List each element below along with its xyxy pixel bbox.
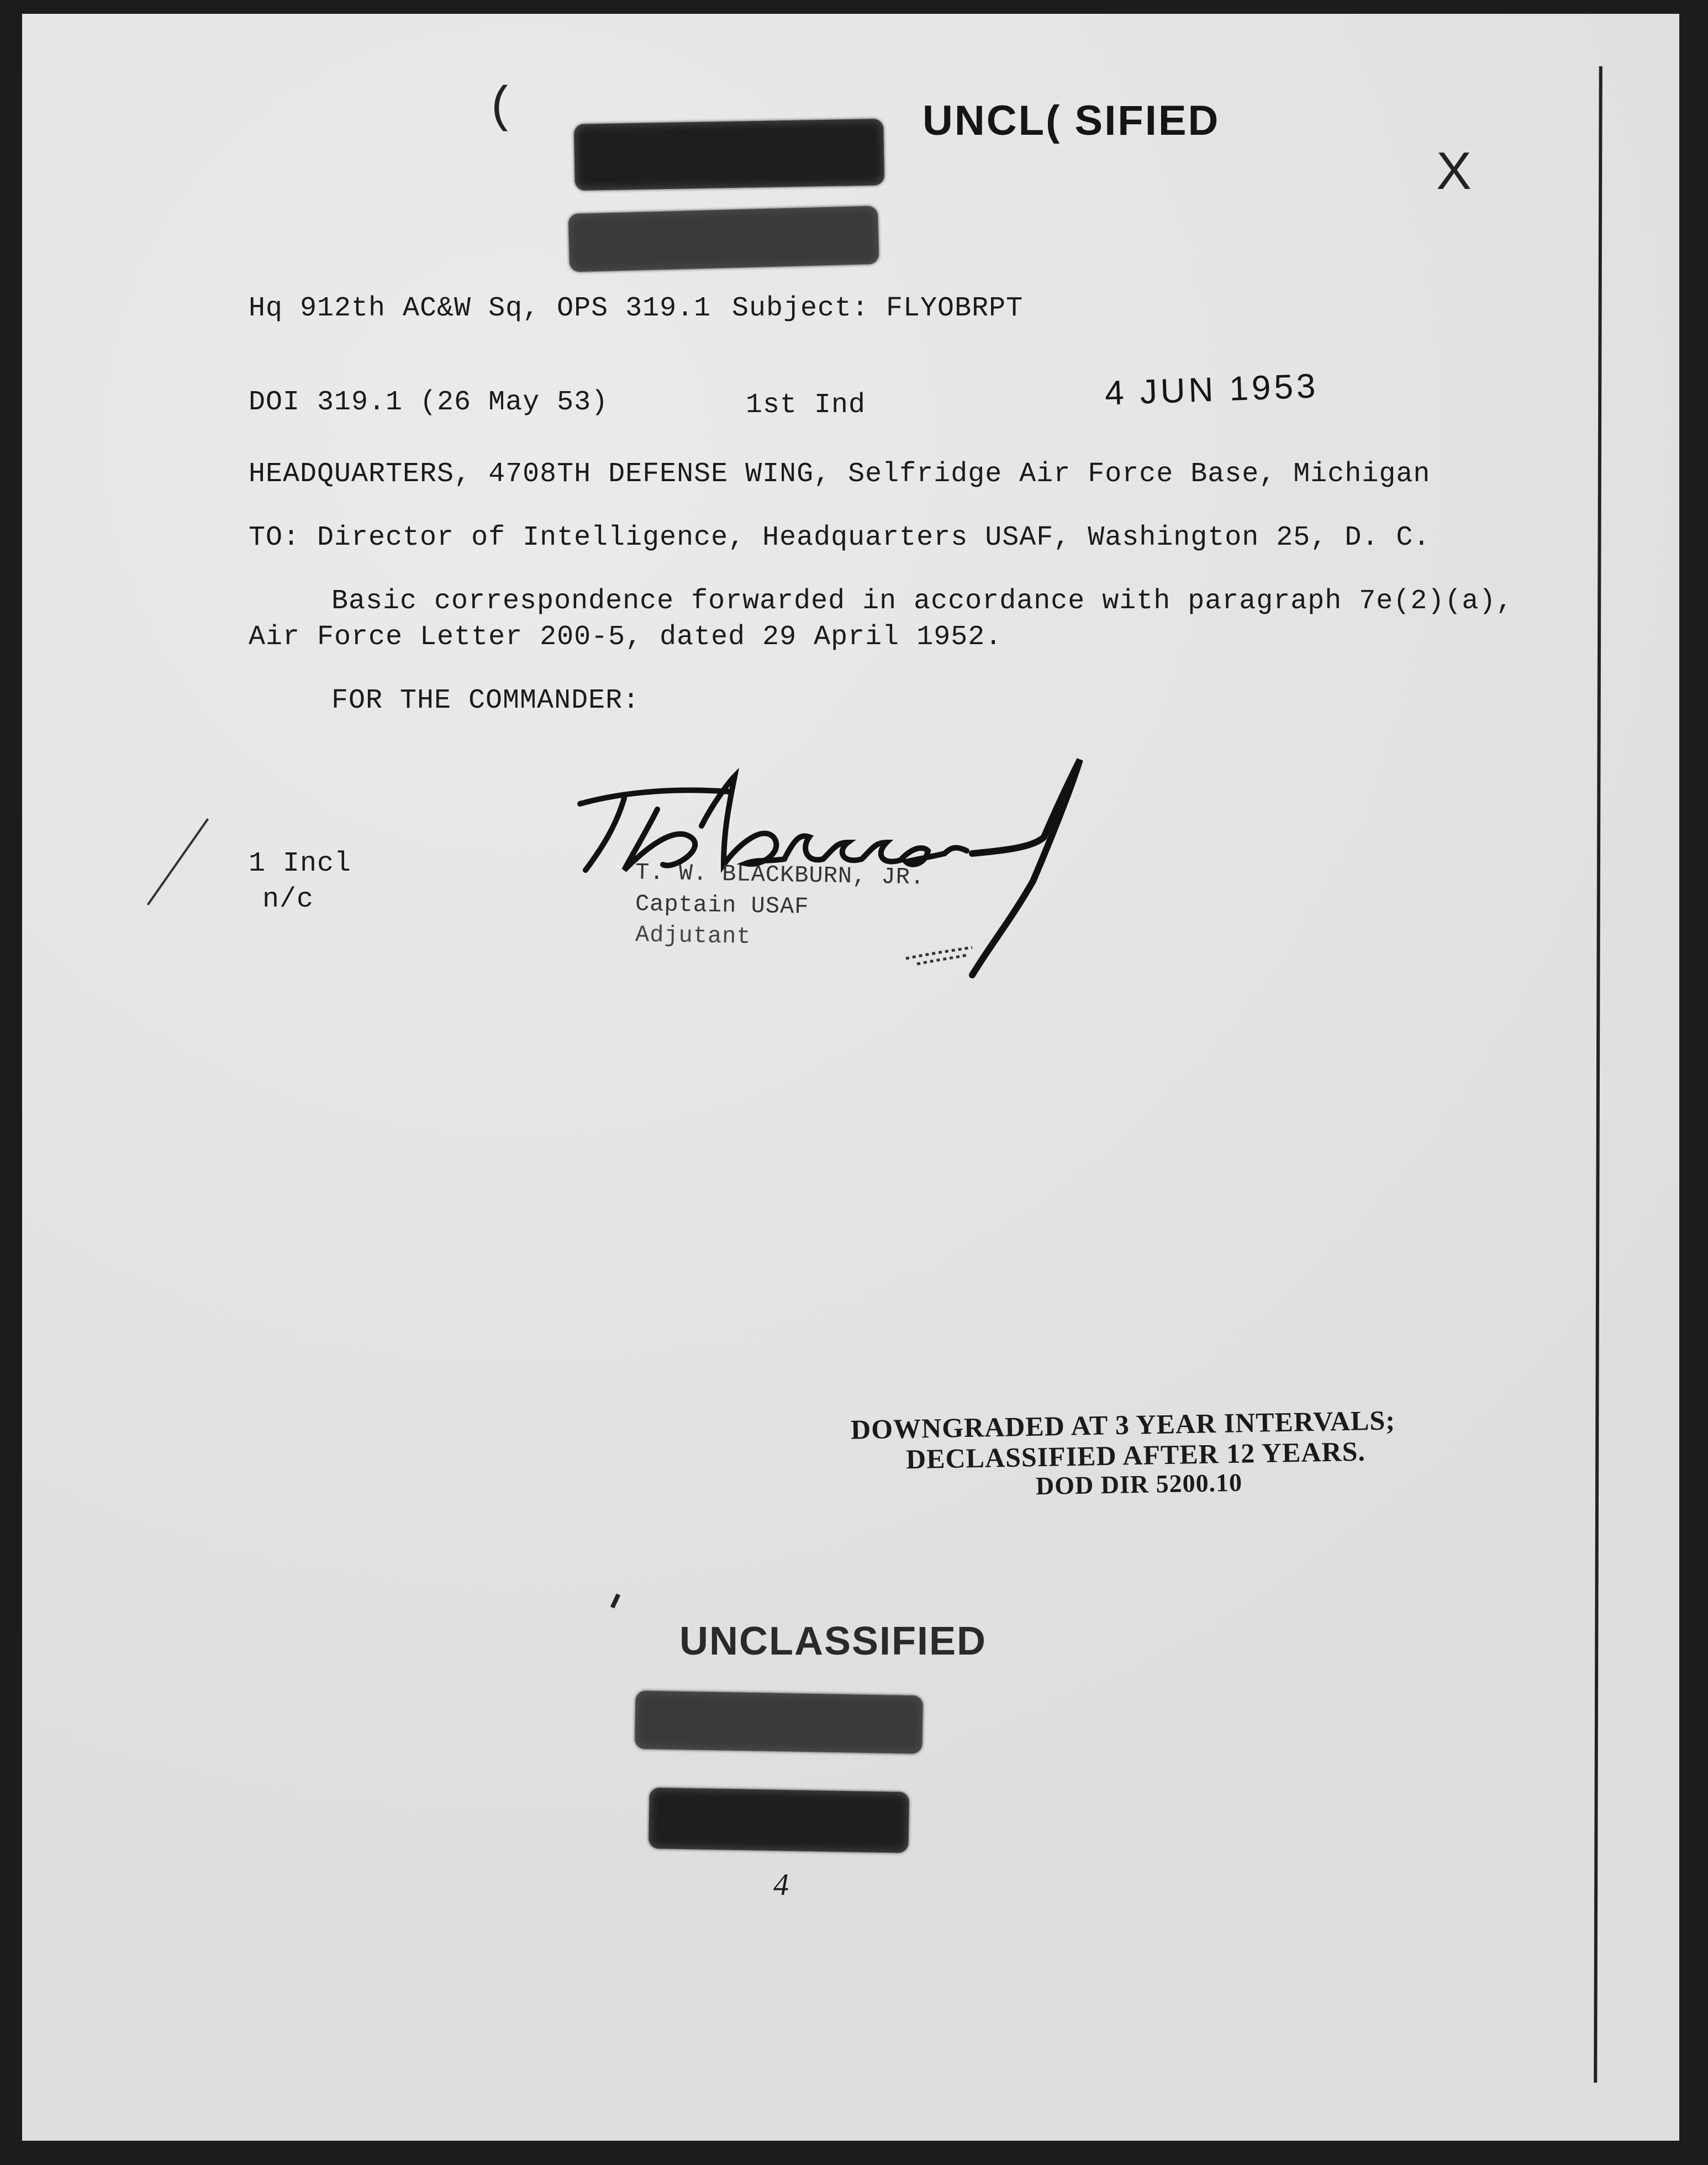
subject-line: Subject: FLYOBRPT xyxy=(732,293,1024,324)
reference-line: Hq 912th AC&W Sq, OPS 319.1 xyxy=(249,293,711,324)
to-line: TO: Director of Intelligence, Headquarters USAF, Washington 25, D. C. xyxy=(249,522,1431,554)
enclosure-count: 1 Incl xyxy=(249,848,352,879)
downgrade-line-2: DECLASSIFIED AFTER 12 YEARS. xyxy=(905,1435,1366,1475)
x-mark: X xyxy=(1436,141,1473,201)
downgrade-line-3: DOD DIR 5200.10 xyxy=(1035,1468,1243,1500)
classification-stamp-top: UNCL( SIFIED xyxy=(922,97,1220,144)
redaction-bottom-2 xyxy=(649,1788,909,1853)
redaction-bottom-1 xyxy=(635,1690,923,1753)
enclosure-note: n/c xyxy=(262,884,314,915)
signer-title: Adjutant xyxy=(635,921,752,950)
signer-rank: Captain USAF xyxy=(635,891,809,920)
redaction-top-1 xyxy=(574,119,884,191)
signer-name: T. W. BLACKBURN, JR. xyxy=(635,859,925,891)
date-stamp: 4 JUN 1953 xyxy=(1104,367,1320,413)
document-page xyxy=(22,14,1679,2141)
closing-line: FOR THE COMMANDER: xyxy=(331,685,640,717)
file-reference: DOI 319.1 (26 May 53) xyxy=(249,387,609,418)
body-line-1: Basic correspondence forwarded in accordance with paragraph 7e(2)(a), xyxy=(331,586,1514,617)
paren-mark: ( xyxy=(486,80,517,136)
from-line: HEADQUARTERS, 4708TH DEFENSE WING, Selfridge Air Force Base, Michigan xyxy=(249,459,1431,490)
page-number: 4 xyxy=(773,1868,789,1902)
body-line-2: Air Force Letter 200-5, dated 29 April 1952. xyxy=(249,621,1003,653)
ink-tick xyxy=(610,1594,620,1609)
redaction-top-2 xyxy=(568,206,879,272)
indorsement-label: 1st Ind xyxy=(746,389,866,421)
margin-slash xyxy=(147,818,209,905)
downgrade-line-1: DOWNGRADED AT 3 YEAR INTERVALS; xyxy=(850,1404,1396,1445)
classification-stamp-bottom: UNCLASSIFIED xyxy=(679,1619,987,1663)
